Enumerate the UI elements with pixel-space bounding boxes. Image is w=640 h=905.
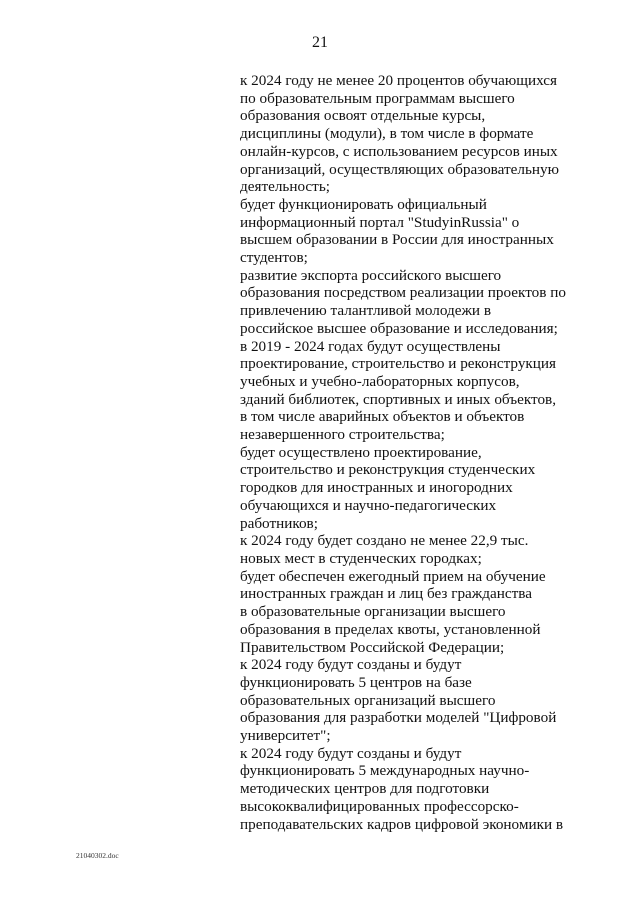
text-line: деятельность; bbox=[240, 178, 330, 196]
text-line: преподавательских кадров цифровой экономики в bbox=[240, 815, 564, 833]
text-line: городков для иностранных и иногородних bbox=[240, 479, 513, 497]
text-line: образования для разработки моделей "Цифровой bbox=[240, 709, 557, 727]
text-line: образования посредством реализации проектов по bbox=[240, 284, 566, 302]
text-line: информационный портал "StudyinRussia" о bbox=[240, 213, 520, 231]
text-line: работников; bbox=[240, 514, 318, 532]
text-line: методических центров для подготовки bbox=[240, 780, 490, 798]
footer-filename: 21040302.doc bbox=[76, 851, 119, 860]
text-line: обучающихся и научно-педагогических bbox=[240, 496, 497, 514]
text-line: будет осуществлено проектирование, bbox=[240, 443, 482, 461]
text-line: к 2024 году будет создано не менее 22,9 тыс. bbox=[240, 532, 529, 550]
text-line: Правительством Российской Федерации; bbox=[240, 638, 505, 656]
text-line: учебных и учебно-лабораторных корпусов, bbox=[240, 372, 520, 390]
text-line: к 2024 году будут созданы и будут bbox=[240, 656, 462, 674]
text-line: образования освоят отдельные курсы, bbox=[240, 107, 486, 125]
text-line: в том числе аварийных объектов и объектов bbox=[240, 408, 525, 426]
text-line: высококвалифицированных профессорско- bbox=[240, 797, 519, 815]
text-line: в образовательные организации высшего bbox=[240, 603, 506, 621]
text-line: развитие экспорта российского высшего bbox=[240, 266, 502, 284]
text-line: зданий библиотек, спортивных и иных объектов, bbox=[240, 390, 557, 408]
text-line: в 2019 - 2024 годах будут осуществлены bbox=[240, 337, 501, 355]
text-line: образования в пределах квоты, установленной bbox=[240, 620, 541, 638]
text-line: высшем образовании в России для иностранных bbox=[240, 231, 554, 249]
text-line: строительство и реконструкция студенческих bbox=[240, 461, 536, 479]
text-line: дисциплины (модули), в том числе в формате bbox=[240, 125, 534, 143]
text-line: образовательных организаций высшего bbox=[240, 691, 496, 709]
text-line: по образовательным программам высшего bbox=[240, 89, 515, 107]
text-line: университет"; bbox=[240, 727, 331, 745]
text-line: к 2024 году будут созданы и будут bbox=[240, 744, 462, 762]
text-line: незавершенного строительства; bbox=[240, 426, 445, 444]
text-line: иностранных граждан и лиц без гражданства bbox=[240, 585, 532, 603]
document-body bbox=[240, 72, 576, 833]
text-line: функционировать 5 международных научно- bbox=[240, 762, 530, 780]
text-line: проектирование, строительство и реконструкция bbox=[240, 355, 557, 373]
text-line: привлечению талантливой молодежи в bbox=[240, 302, 492, 320]
text-line: онлайн-курсов, с использованием ресурсов иных bbox=[240, 142, 558, 160]
text-line: будет функционировать официальный bbox=[240, 195, 487, 213]
text-line: будет обеспечен ежегодный прием на обучение bbox=[240, 567, 546, 585]
page-number: 21 bbox=[312, 34, 328, 51]
text-line: новых мест в студенческих городках; bbox=[240, 549, 482, 567]
text-line: к 2024 году не менее 20 процентов обучающихся bbox=[240, 72, 557, 89]
text-line: организаций, осуществляющих образовательную bbox=[240, 160, 559, 178]
text-line: российское высшее образование и исследования; bbox=[240, 319, 558, 337]
text-line: студентов; bbox=[240, 249, 308, 267]
text-line: функционировать 5 центров на базе bbox=[240, 673, 472, 691]
